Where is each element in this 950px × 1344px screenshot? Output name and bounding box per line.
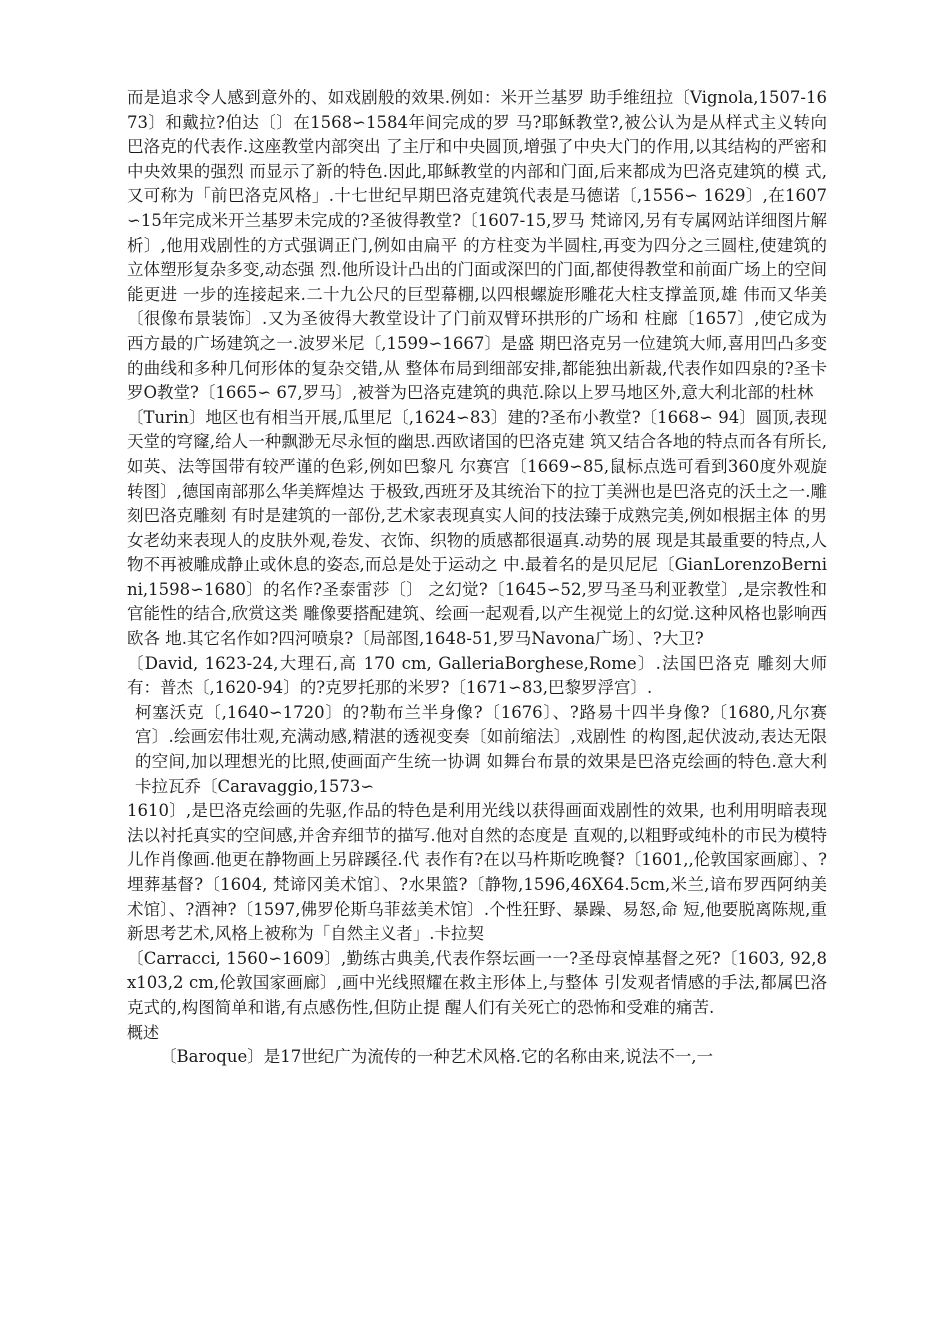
- body-paragraph: 〔David, 1623-24,大理石,高 170 cm, GalleriaBorghese,Rome〕.法国巴洛克 雕刻大师有：普杰〔,1620-94〕的?克罗托那的米罗?〔1671∽83,巴黎罗浮宫〕.: [127, 653, 827, 698]
- body-paragraph: 1610〕,是巴洛克绘画的先驱,作品的特色是利用光线以获得画面戏剧性的效果, 也利用明暗表现法以衬托真实的空间感,并舍弃细节的描写.他对自然的态度是 直观的,以粗野或纯朴的市民为模特儿作肖像画.他更在静物画上另辟蹊径.代 表作有?在以马杵斯吃晚餐?〔1601,,伦敦国家画廊〕、?埋葬基督?〔1604, 梵谛冈美术馆〕、?水果篮?〔静物,1596,46X64.5cm,米兰,谙布罗西阿纳美 术馆〕、?酒神?〔1597,佛罗伦斯乌菲兹美术馆〕.个性狂野、暴躁、易怒,命 短,他要脱离陈规,重新思考艺术,风格上被称为「自然主义者」.卡拉契: [127, 801, 827, 944]
- body-paragraph: 〔Turin〕地区也有相当开展,瓜里尼〔,1624∽83〕建的?圣布小教堂?〔1668∽ 94〕圆顶,表现天堂的穹窿,给人一种飘渺无尽永恒的幽思.西欧诸国的巴洛克建 筑又结合各地的特点而各有所长,如英、法等国带有较严谨的色彩,例如巴黎凡 尔赛宫〔1669∽85,鼠标点选可看到360度外观旋转图〕,德国南部那么华美辉煌达 于极致,西班牙及其统治下的拉丁美洲也是巴洛克的沃土之一.雕刻巴洛克雕刻 有时是建筑的一部份,艺术家表现真实人间的技法臻于成熟完美,例如根据主体 的男女老幼来表现人的皮肤外观,卷发、衣饰、织物的质感都很逼真.动势的展 现是其最重要的特点,人物不再被雕成静止或休息的姿态,而总是处于运动之 中.最着名的是贝尼尼〔GianLorenzoBernini,1598∽1680〕的名作?圣泰雷莎〔〕 之幻觉?〔1645∽52,罗马圣马利亚教堂〕,是宗教性和官能性的结合,欣赏这类 雕像要搭配建筑、绘画一起观看,以产生视觉上的幻觉.这种风格也影响西欧各 地.其它名作如?四河喷泉?〔局部图,1648-51,罗马Navona广场〕、?大卫?: [127, 407, 827, 649]
- body-paragraph: 柯塞沃克〔,1640∽1720〕的?勒布兰半身像?〔1676〕、?路易十四半身像?〔1680,凡尔赛宫〕.绘画宏伟壮观,充满动感,精湛的透视变奏〔如前缩法〕,戏剧性 的构图,起伏波动,表达无限的空间,加以理想光的比照,使画面产生统一协调 如舞台布景的效果是巴洛克绘画的特色.意大利卡拉瓦乔〔Caravaggio,1573∽: [135, 702, 827, 796]
- body-paragraph: 而是追求令人感到意外的、如戏剧般的效果.例如：米开兰基罗 助手维纽拉〔Vignola,1507-1673〕和戴拉?伯达〔〕在1568∽1584年间完成的罗 马?耶稣教堂?,被公认为是从样式主义转向巴洛克的代表作.这座教堂内部突出 了主厅和中央圆顶,增强了中央大门的作用,以其结构的严密和中央效果的强烈 而显示了新的特色.因此,耶稣教堂的内部和门面,后来都成为巴洛克建筑的模 式,又可称为「前巴洛克风格」.十七世纪早期巴洛克建筑代表是马德诺〔,1556∽ 1629〕,在1607∽15年完成米开兰基罗未完成的?圣彼得教堂?〔1607-15,罗马 梵谛冈,另有专属网站详细图片解析〕,他用戏剧性的方式强调正门,例如由扁平 的方柱变为半圆柱,再变为四分之三圆柱,使建筑的立体塑形复杂多变,动态强 烈.他所设计凸出的门面或深凹的门面,都使得教堂和前面广场上的空间能更进 一步的连接起来.二十九公尺的巨型幕棚,以四根螺旋形雕花大柱支撑盖顶,雄 伟而又华美〔很像布景装饰〕.又为圣彼得大教堂设计了门前双臂环拱形的广场和 柱廊〔1657〕,使它成为西方最的广场建筑之一.波罗米尼〔,1599∽1667〕是盛 期巴洛克另一位建筑大师,喜用凹凸多变的曲线和多种几何形体的复杂交错,从 整体布局到细部安排,都能独出新裁,代表作如四泉的?圣卡罗O教堂?〔1665∽ 67,罗马〕,被誉为巴洛克建筑的典范.除以上罗马地区外,意大利北部的杜林: [127, 88, 827, 403]
- document-page: [127, 86, 827, 1070]
- section-heading: 概述: [127, 1022, 160, 1042]
- intro-paragraph: 〔Baroque〕是17世纪广为流传的一种艺术风格.它的名称由来,说法不一,一: [160, 1047, 713, 1067]
- body-paragraph: 〔Carracci, 1560∽1609〕,勤练古典美,代表作祭坛画一一?圣母哀悼基督之死?〔1603, 92,8x103,2 cm,伦敦国家画廊〕,画中光线照耀在救主形体上,与整体 引发观者情感的手法,都属巴洛克式的,构图简单和谐,有点感伤性,但防止提 醒人们有关死亡的恐怖和受难的痛苦.: [127, 948, 827, 1017]
